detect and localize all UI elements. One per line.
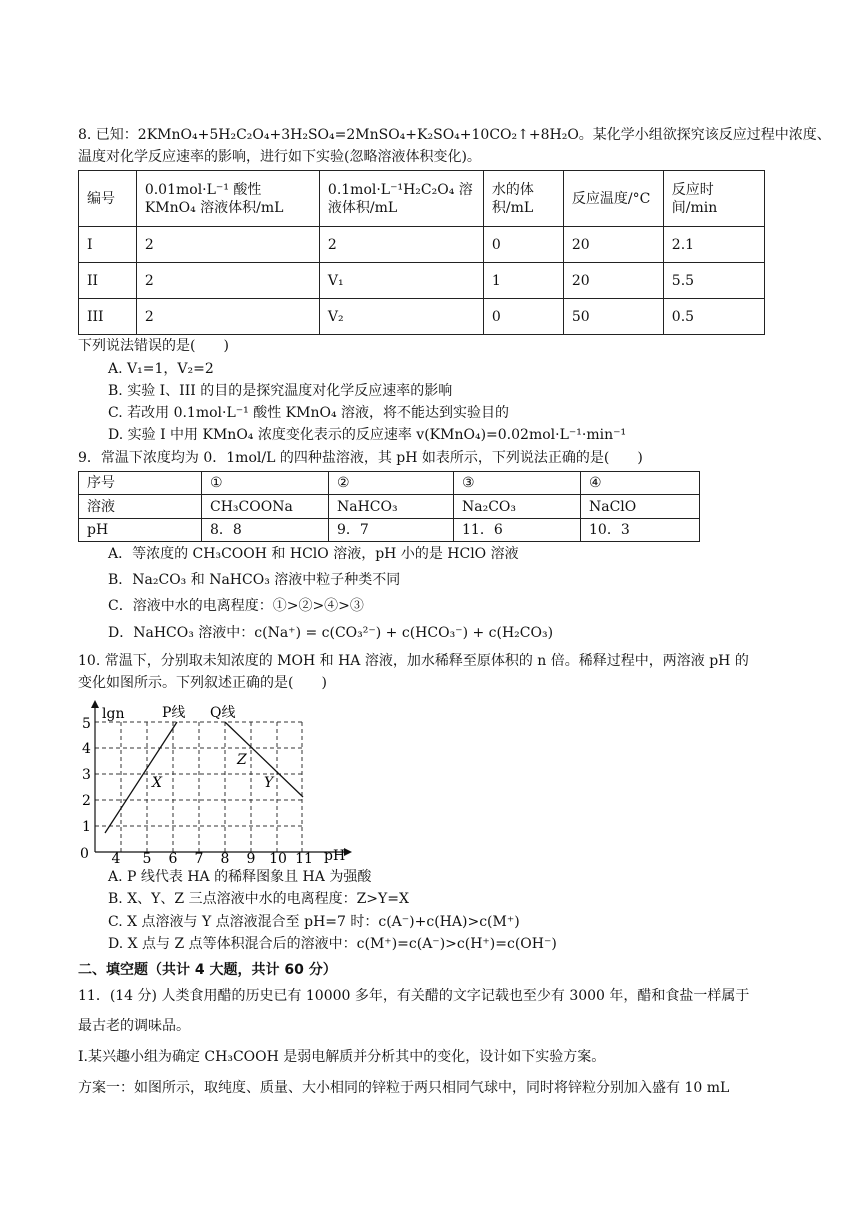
point-x-label: X bbox=[152, 775, 162, 791]
x-tick-label: 10 bbox=[269, 851, 287, 864]
table-row bbox=[79, 263, 765, 299]
line-p bbox=[105, 722, 177, 833]
q8-option-a: A. V₁=1，V₂=2 bbox=[108, 361, 214, 377]
table-cell: 1 bbox=[483, 263, 563, 299]
q9-stem: 9．常温下浓度均为 0．1mol/L 的四种盐溶液，其 pH 如表所示，下列说法正确的是( ) bbox=[78, 450, 643, 466]
table-cell: 8．8 bbox=[202, 519, 329, 542]
table-cell: 50 bbox=[563, 299, 663, 335]
q8-header-cell: 0.01mol·L⁻¹ 酸性 KMnO₄ 溶液体积/mL bbox=[136, 171, 319, 227]
table-cell: 20 bbox=[563, 227, 663, 263]
table-cell: 2 bbox=[136, 263, 319, 299]
y-tick-label: 4 bbox=[82, 741, 91, 757]
y-tick-label: 1 bbox=[82, 819, 91, 835]
table-row bbox=[79, 472, 700, 495]
q11-line2: 最古老的调味品。 bbox=[78, 1018, 190, 1034]
table-cell: 2 bbox=[319, 227, 483, 263]
table-cell: ① bbox=[202, 472, 329, 495]
table-cell: CH₃COONa bbox=[202, 495, 329, 519]
point-y-label: Y bbox=[264, 775, 274, 791]
q9-option-c: C．溶液中水的电离程度：①>②>④>③ bbox=[108, 598, 364, 614]
x-tick-label: 4 bbox=[111, 851, 121, 864]
q11-plan1: 方案一：如图所示，取纯度、质量、大小相同的锌粒于两只相同气球中，同时将锌粒分别加入盛有 10 mL bbox=[78, 1080, 730, 1096]
x-axis-label: pH bbox=[324, 848, 346, 864]
q9-table bbox=[78, 471, 700, 542]
table-cell: 2 bbox=[136, 299, 319, 335]
q8-header-cell: 水的体积/mL bbox=[483, 171, 563, 227]
x-tick-label: 9 bbox=[246, 851, 256, 864]
q8-header-cell: 反应温度/°C bbox=[563, 171, 663, 227]
y-axis-arrow bbox=[91, 700, 99, 708]
q10-stem-line2: 变化如图所示。下列叙述正确的是( ) bbox=[78, 675, 327, 691]
x-tick-label: 8 bbox=[220, 851, 230, 864]
x-tick-label: 11 bbox=[295, 851, 313, 864]
table-cell: 9．7 bbox=[329, 519, 454, 542]
y-tick-label: 5 bbox=[82, 716, 91, 732]
q11-line1: 11．(14 分) 人类食用醋的历史已有 10000 多年，有关醋的文字记载也至少有 3000 年，醋和食盐一样属于 bbox=[78, 988, 750, 1004]
q10-graph bbox=[76, 698, 366, 864]
line-q-label: Q线 bbox=[210, 705, 236, 721]
table-row bbox=[79, 227, 765, 263]
q10-option-b: B. X、Y、Z 三点溶液中水的电离程度：Z>Y=X bbox=[108, 891, 409, 907]
q11-part1: Ⅰ.某兴趣小组为确定 CH₃COOH 是弱电解质并分析其中的变化，设计如下实验方案。 bbox=[78, 1049, 606, 1065]
q8-option-b: B. 实验 I、III 的目的是探究温度对化学反应速率的影响 bbox=[108, 383, 453, 399]
q8-stem-line2: 温度对化学反应速率的影响，进行如下实验(忽略溶液体积变化)。 bbox=[78, 149, 481, 165]
y-axis-label: lgn bbox=[102, 706, 125, 722]
table-cell: ② bbox=[329, 472, 454, 495]
q10-option-a: A. P 线代表 HA 的稀释图象且 HA 为强酸 bbox=[108, 869, 372, 885]
table-cell: NaClO bbox=[581, 495, 700, 519]
q8-table-header-row bbox=[79, 171, 765, 227]
x-tick-label: 6 bbox=[168, 851, 178, 864]
table-cell: 2.1 bbox=[663, 227, 764, 263]
q8-option-c: C. 若改用 0.1mol·L⁻¹ 酸性 KMnO₄ 溶液，将不能达到实验目的 bbox=[108, 405, 510, 421]
q8-option-d: D. 实验 I 中用 KMnO₄ 浓度变化表示的反应速率 v(KMnO₄)=0.02mol·L⁻¹·min⁻¹ bbox=[108, 427, 627, 443]
q9-option-a: A．等浓度的 CH₃COOH 和 HClO 溶液，pH 小的是 HClO 溶液 bbox=[108, 546, 519, 562]
table-cell: 0 bbox=[483, 227, 563, 263]
y-tick-label: 2 bbox=[82, 793, 91, 809]
q8-ask: 下列说法错误的是( ) bbox=[78, 338, 229, 354]
q8-stem-line1: 8. 已知：2KMnO₄+5H₂C₂O₄+3H₂SO₄=2MnSO₄+K₂SO₄+10CO₂↑+8H₂O。某化学小组欲探究该反应过程中浓度、 bbox=[78, 127, 831, 143]
q9-option-d: D．NaHCO₃ 溶液中：c(Na⁺) = c(CO₃²⁻) + c(HCO₃⁻) + c(H₂CO₃) bbox=[108, 625, 554, 641]
table-cell: II bbox=[79, 263, 137, 299]
table-row bbox=[79, 519, 700, 542]
q9-option-b: B．Na₂CO₃ 和 NaHCO₃ 溶液中粒子种类不同 bbox=[108, 572, 401, 588]
table-cell: 溶液 bbox=[79, 495, 202, 519]
table-cell: I bbox=[79, 227, 137, 263]
table-cell: 0 bbox=[483, 299, 563, 335]
q10-option-c: C. X 点溶液与 Y 点溶液混合至 pH=7 时：c(A⁻)+c(HA)>c(M⁺) bbox=[108, 914, 520, 930]
q10-option-d: D. X 点与 Z 点等体积混合后的溶液中：c(M⁺)=c(A⁻)>c(H⁺)=c(OH⁻) bbox=[108, 936, 557, 952]
table-cell: 序号 bbox=[79, 472, 202, 495]
table-cell: 20 bbox=[563, 263, 663, 299]
q8-header-cell: 编号 bbox=[79, 171, 137, 227]
x-tick-label: 5 bbox=[142, 851, 152, 864]
table-cell: ④ bbox=[581, 472, 700, 495]
point-z-label: Z bbox=[237, 752, 247, 768]
table-cell: 0.5 bbox=[663, 299, 764, 335]
table-cell: V₂ bbox=[319, 299, 483, 335]
table-cell: ③ bbox=[454, 472, 581, 495]
x-axis-arrow bbox=[344, 848, 352, 856]
table-cell: pH bbox=[79, 519, 202, 542]
x-tick-label: 7 bbox=[194, 851, 204, 864]
table-cell: NaHCO₃ bbox=[329, 495, 454, 519]
table-row bbox=[79, 495, 700, 519]
line-p-label: P线 bbox=[162, 705, 186, 721]
q8-header-cell: 反应时间/min bbox=[663, 171, 764, 227]
table-cell: 10．3 bbox=[581, 519, 700, 542]
table-cell: 11．6 bbox=[454, 519, 581, 542]
table-cell: Na₂CO₃ bbox=[454, 495, 581, 519]
origin-label: 0 bbox=[80, 846, 89, 862]
table-row bbox=[79, 299, 765, 335]
table-cell: V₁ bbox=[319, 263, 483, 299]
q8-header-cell: 0.1mol·L⁻¹H₂C₂O₄ 溶液体积/mL bbox=[319, 171, 483, 227]
q8-table bbox=[78, 170, 765, 335]
table-cell: 2 bbox=[136, 227, 319, 263]
section-title: 二、填空题（共计 4 大题，共计 60 分） bbox=[78, 962, 337, 978]
q10-stem-line1: 10. 常温下，分别取未知浓度的 MOH 和 HA 溶液，加水稀释至原体积的 n 倍。稀释过程中，两溶液 pH 的 bbox=[78, 653, 749, 669]
y-tick-label: 3 bbox=[82, 767, 91, 783]
table-cell: 5.5 bbox=[663, 263, 764, 299]
table-cell: III bbox=[79, 299, 137, 335]
